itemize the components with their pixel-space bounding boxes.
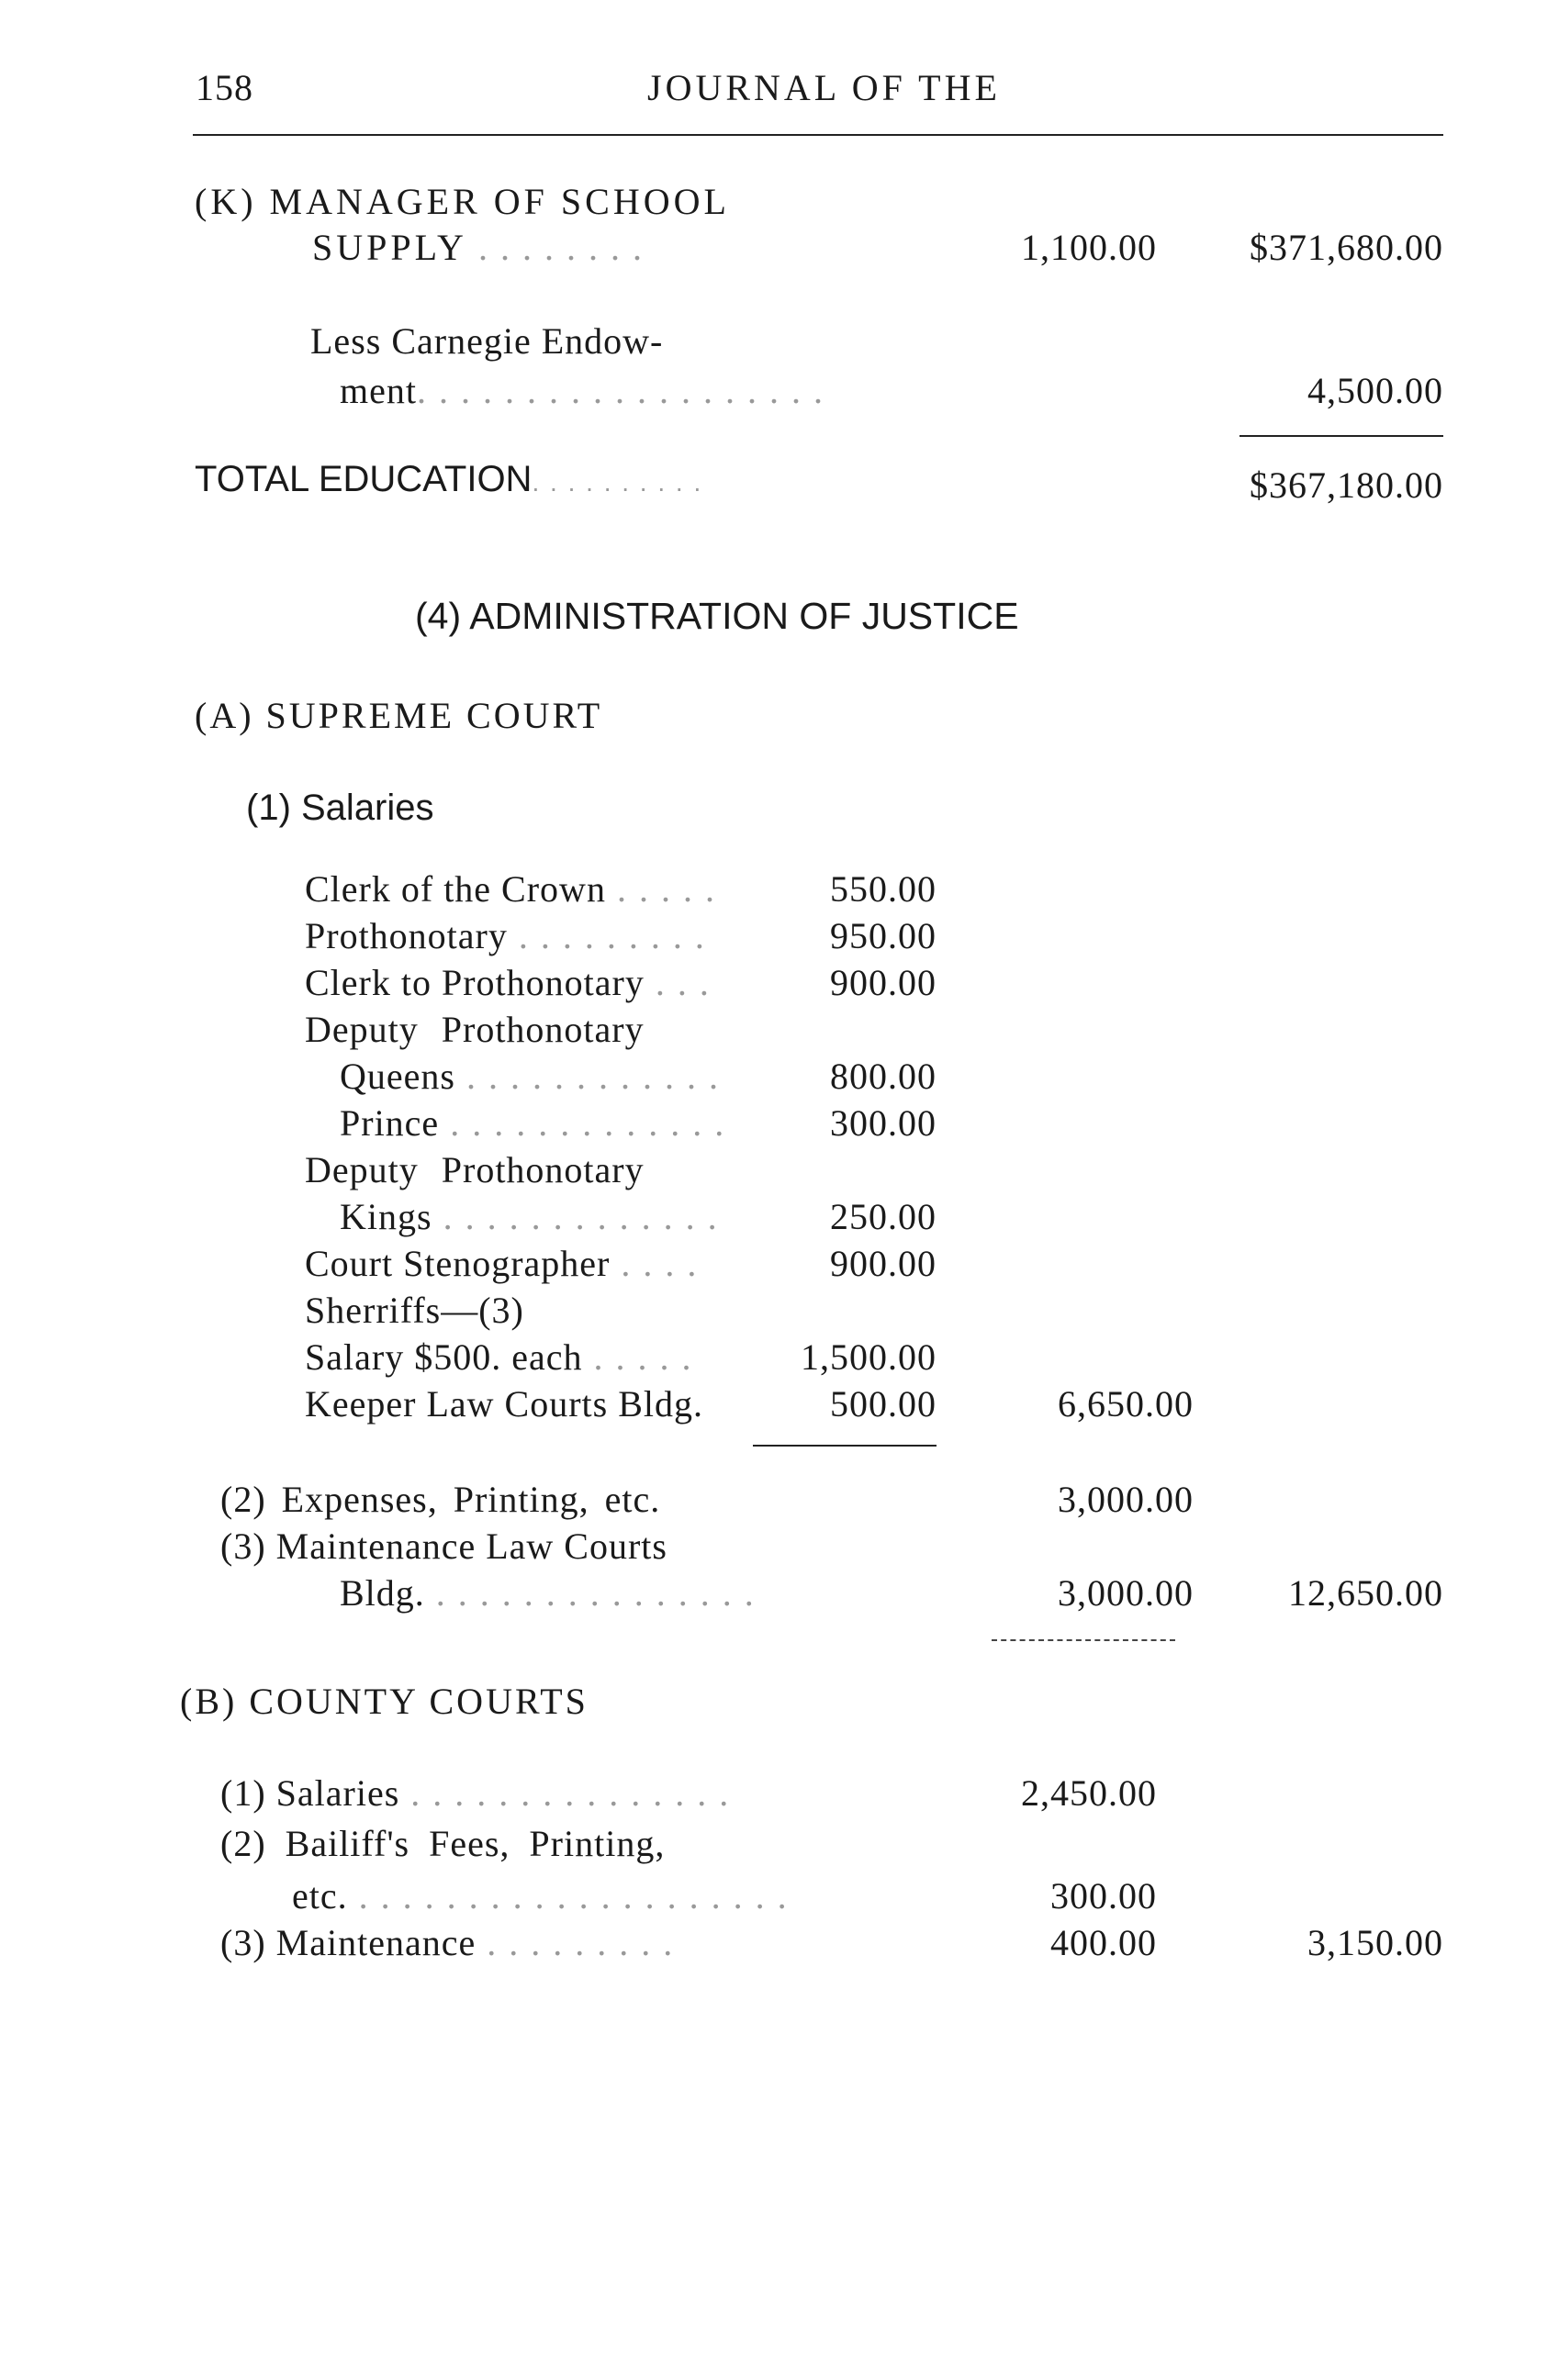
sheriff-salary-label: Salary $500. each	[305, 1336, 583, 1378]
supreme-court-heading: (A) SUPREME COURT	[195, 695, 603, 736]
leader-dots: . . . . .	[605, 868, 716, 910]
list-item-amount: 550.00	[830, 868, 937, 910]
clerk-of-crown-label: Clerk of the Crown	[305, 868, 606, 910]
section-k-label-cont-text: SUPPLY	[312, 227, 467, 268]
list-item-amount: 250.00	[830, 1196, 937, 1237]
county-courts-total: 3,150.00	[1307, 1922, 1443, 1963]
list-item-amount: 900.00	[830, 1243, 937, 1284]
list-item-amount: 300.00	[830, 1102, 937, 1144]
less-carnegie-label-cont-text: ment	[340, 370, 417, 411]
leader-dots: . . . . . . . . . . . . . . .	[399, 1772, 731, 1814]
county-salaries-label	[220, 1771, 730, 1815]
kings-label: Kings	[340, 1196, 432, 1237]
leader-dots: . . . . . . . . . . . . .	[432, 1196, 719, 1237]
leader-dots: . . . . . . . . . . . . .	[439, 1102, 726, 1144]
prince-label: Prince	[340, 1102, 440, 1144]
list-item-label	[340, 1195, 719, 1238]
bailiff-label: (2) Bailiff's Fees, Printing,	[220, 1823, 666, 1864]
expenses-label: (2) Expenses, Printing, etc.	[220, 1479, 661, 1520]
list-item-label	[340, 1055, 720, 1098]
less-carnegie-amount: 4,500.00	[1307, 370, 1443, 411]
list-item-amount: 950.00	[830, 915, 937, 956]
running-title: JOURNAL OF THE	[647, 67, 1001, 108]
justice-heading: (4) ADMINISTRATION OF JUSTICE	[415, 595, 1019, 637]
page-number: 158	[196, 67, 253, 108]
county-salaries-text: (1) Salaries	[220, 1772, 400, 1814]
header-rule	[193, 134, 1443, 136]
salaries-rule	[753, 1445, 937, 1447]
less-carnegie-label-cont	[340, 369, 824, 412]
list-item-label: Keeper Law Courts Bldg.	[305, 1383, 704, 1425]
salaries-subtotal: 6,650.00	[1058, 1383, 1194, 1425]
bailiff-label-cont-text: etc.	[292, 1875, 348, 1916]
expenses-amount: 3,000.00	[1058, 1479, 1194, 1520]
maintenance-label-cont-text: Bldg.	[340, 1572, 425, 1614]
county-maintenance-text: (3) Maintenance	[220, 1922, 477, 1963]
leader-dots: . . . . . . . .	[466, 227, 644, 268]
leader-dots: . . . .	[610, 1243, 699, 1284]
leader-dots: . . . . .	[582, 1336, 693, 1378]
county-maintenance-amount: 400.00	[1050, 1922, 1157, 1963]
leader-dots: . . . . . . . . . .	[532, 468, 703, 497]
less-carnegie-label: Less Carnegie Endow-	[310, 320, 664, 362]
maintenance-label: (3) Maintenance Law Courts	[220, 1525, 667, 1567]
section-k-label: (K) MANAGER OF SCHOOL	[195, 181, 730, 222]
supreme-court-total: 12,650.00	[1288, 1572, 1443, 1614]
section-k-label-cont	[312, 226, 644, 269]
list-item-label: Deputy Prothonotary	[305, 1009, 645, 1050]
supreme-court-rule	[992, 1639, 1175, 1641]
bailiff-label-cont	[292, 1874, 789, 1917]
list-item-label: Sherriffs—(3)	[305, 1290, 524, 1331]
leader-dots: . . . . . . . . .	[476, 1922, 675, 1963]
list-item-amount: 1,500.00	[801, 1336, 937, 1378]
list-item-label	[305, 914, 706, 957]
queens-label: Queens	[340, 1056, 455, 1097]
list-item-label: Deputy Prothonotary	[305, 1149, 645, 1190]
leader-dots: . . . . . . . . . . . .	[454, 1056, 720, 1097]
list-item-label	[305, 1242, 698, 1285]
bailiff-amount: 300.00	[1050, 1875, 1157, 1916]
maintenance-label-cont	[340, 1571, 756, 1615]
list-item-label	[305, 961, 711, 1004]
less-carnegie-rule	[1239, 435, 1443, 437]
section-k-total: $371,680.00	[1250, 227, 1443, 268]
list-item-label	[305, 867, 716, 911]
list-item-amount: 500.00	[830, 1383, 937, 1425]
clerk-to-prothonotary-label: Clerk to Prothonotary	[305, 962, 645, 1003]
maintenance-amount: 3,000.00	[1058, 1572, 1194, 1614]
salaries-heading: (1) Salaries	[246, 788, 434, 828]
county-maintenance-label	[220, 1921, 674, 1964]
court-stenographer-label: Court Stenographer	[305, 1243, 611, 1284]
county-salaries-amount: 2,450.00	[1021, 1772, 1157, 1814]
total-education-label	[195, 459, 702, 500]
list-item-amount: 800.00	[830, 1056, 937, 1097]
total-education-text: TOTAL EDUCATION	[195, 459, 533, 499]
prothonotary-label: Prothonotary	[305, 915, 508, 956]
leader-dots: . . . . . . . . .	[507, 915, 706, 956]
leader-dots: . . .	[644, 962, 711, 1003]
leader-dots: . . . . . . . . . . . . . . . . . . .	[416, 370, 824, 411]
leader-dots: . . . . . . . . . . . . . . .	[424, 1572, 756, 1614]
leader-dots: . . . . . . . . . . . . . . . . . . . .	[347, 1875, 789, 1916]
list-item-label	[305, 1335, 692, 1379]
total-education-amount: $367,180.00	[1250, 464, 1443, 506]
list-item-amount: 900.00	[830, 962, 937, 1003]
county-courts-heading: (B) COUNTY COURTS	[180, 1681, 589, 1722]
list-item-label	[340, 1101, 725, 1145]
section-k-amount: 1,100.00	[1021, 227, 1157, 268]
